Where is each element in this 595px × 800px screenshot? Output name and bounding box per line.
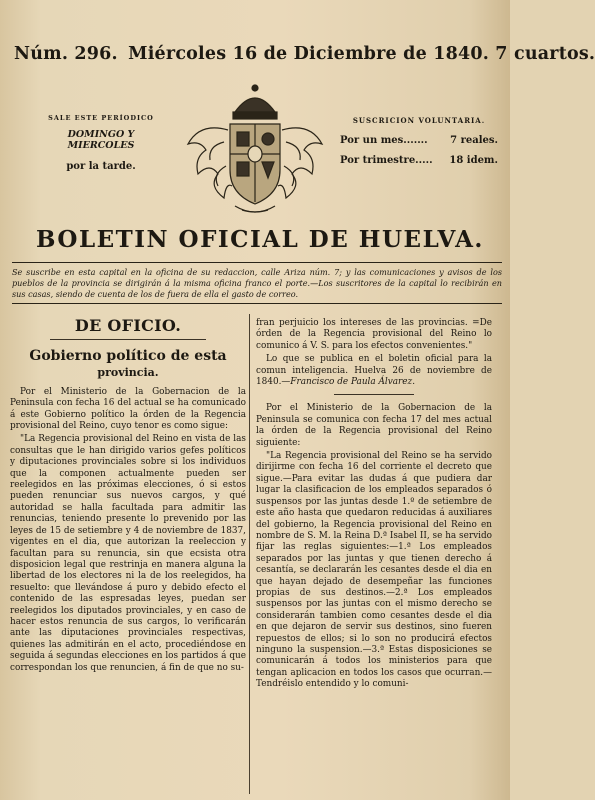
article-divider <box>334 394 414 395</box>
issue-date: Miércoles 16 de Diciembre de 1840. <box>128 44 489 64</box>
subscription-info <box>340 116 498 166</box>
subscription-row-month <box>340 135 498 146</box>
coat-of-arms-icon <box>180 82 330 218</box>
subscription-quarter-price: 18 idem. <box>449 155 498 166</box>
subscription-notice-box <box>12 262 502 304</box>
publication-schedule <box>36 114 166 172</box>
newspaper-title: BOLETIN OFICIAL DE HUELVA. <box>36 226 484 253</box>
schedule-line-1: SALE ESTE PERÍODICO <box>48 114 154 122</box>
subscription-month-label: Por un mes....... <box>340 135 428 146</box>
article-heading: Gobierno político de esta <box>29 348 227 365</box>
schedule-line-2: DOMINGO Y MIERCOLES <box>67 129 135 151</box>
article-paragraph: "La Regencia provisional del Reino se ha servido dirijirme con fecha 16 del corriente el decreto que sigue.—Para evitar las dudas á que pudiera dar lugar la clasificacion de los empleados separados ó suspensos por las juntas desde 1.º de setiembre de este año hasta que quedaron reducidas á auxiliares del gobierno, la Regencia provisional del Reino en nombre de S. M. la Reina D.ª Isabel II, se ha servido fijar las reglas siguientes:—1.ª Los empleados separados por las juntas y que tienen derecho á cesantía, se declararán les cesantes desde el dia en que hayan dejado de desempeñar las funciones propias de sus destinos.—2.ª Los empleados suspensos por las juntas con el mismo derecho se considerarán tambien como cesantes desde el dia en que dejaron de servir sus destinos, sino fueren repuestos de ellos; si lo son no producirá efectos ninguno la suspension.—3.ª Estas disposiciones se comunicarán á todos los ministerios para que tengan aplicacion en todos los casos que ocurran.—Tendréislo entendido y lo comuni- <box>256 451 492 690</box>
article-paragraph: "La Regencia provisional del Reino en vista de las consultas que le han dirigido varios gefes políticos y diputaciones provinciales sobre si los individuos que la componen actualmente pueden ser reelegidos en las próximas elecciones, ó si estos pueden renunciar sus nuevos cargos, y qué autoridad se halla facultada para admitir las renuncias, teniendo presente lo prevenido por las leyes de 15 de setiembre y 4 de noviembre de 1837, vigentes en el dia, que autorizan la reeleccion y facultan para su renuncia, sin que ecsista otra disposicion legal que restrinja en manera alguna la libertad de los electores ni la de los reelegidos, ha resuelto: que llevándose á puro y debido efecto el contenido de las espresadas leyes, puedan ser reelegidos los diputados provinciales, y en caso de hacer estos renuncia de sus cargos, lo verificarán ante las diputaciones provinciales respectivas, quienes las admitirán en el acto, procediéndose en seguida á segundas elecciones en los partidos á que correspondan los que renuncien, á fin de que no su- <box>10 434 246 673</box>
article-heading-line-2: provincia. <box>97 366 159 380</box>
article-paragraph: Por el Ministerio de la Gobernacion de la Peninsula se comunica con fecha 17 del mes actual la órden de la Regencia provisional del Reino siguiente: <box>256 403 492 448</box>
schedule-line-3: por la tarde. <box>66 161 136 172</box>
subscription-row-quarter <box>340 155 498 166</box>
article-signer: Francisco de Paula Álvarez. <box>290 377 416 388</box>
left-column <box>10 318 246 676</box>
article-paragraph <box>256 354 492 388</box>
right-column <box>256 318 492 693</box>
section-heading: DE OFICIO. <box>74 316 182 335</box>
subscription-heading: SUSCRICION VOLUNTARIA. <box>352 116 486 125</box>
article-paragraph: fran perjuicio los intereses de las provincias. =De órden de la Regencia provisional del Reino lo comunico á V. S. para los efectos convenientes." <box>256 318 492 351</box>
column-divider <box>249 314 250 794</box>
article-text: Lo que se publica en el boletin oficial para la comun inteligencia. Huelva 26 de noviembre de 1840.— <box>256 354 492 388</box>
issue-number: Núm. 296. <box>14 44 118 64</box>
subscription-month-price: 7 reales. <box>450 135 498 146</box>
section-rule <box>50 339 206 340</box>
masthead <box>14 44 595 64</box>
issue-price: 7 cuartos. <box>495 44 595 64</box>
subscription-notice: Se suscribe en esta capital en la oficina de su redaccion, calle Ariza núm. 7; y las comunicaciones y avisos de los pueblos de la provincia se dirigirán á la misma oficina franco el porte.—Los suscritores de la capital lo recibirán en sus casas, siendo de cuenta de los de fuera de ella el gasto de correo. <box>12 267 502 299</box>
subscription-quarter-label: Por trimestre..... <box>340 155 433 166</box>
article-paragraph: Por el Ministerio de la Gobernacion de la Peninsula con fecha 16 del actual se ha comunicado á este Gobierno político la órden de la Regencia provisional del Reino, cuyo tenor es como sigue: <box>10 386 246 432</box>
